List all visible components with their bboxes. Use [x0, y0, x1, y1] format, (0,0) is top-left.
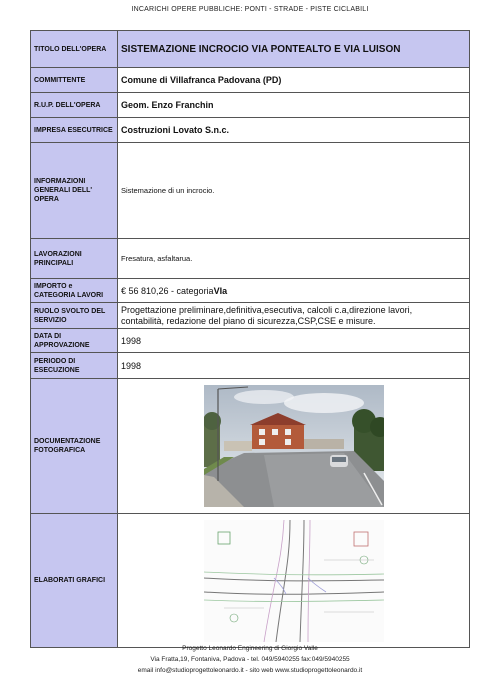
importo-category: VIa	[213, 285, 228, 296]
ruolo-line-2: contabilità, redazione del piano di sicurezza,CSP,CSE e misure.	[121, 315, 376, 326]
footer-line-1: Progetto Leonardo Engineering di Giorgio Valle	[182, 645, 318, 652]
site-plan-drawing	[204, 520, 384, 642]
photo-cell	[118, 379, 470, 514]
value-importo	[118, 279, 470, 303]
label-ruolo: RUOLO SVOLTO DEL SERVIZIO	[31, 303, 118, 329]
page-footer	[0, 643, 500, 676]
label-lavorazioni: LAVORAZIONI PRINCIPALI	[31, 239, 118, 279]
label-rup: R.U.P. DELL'OPERA	[31, 93, 118, 118]
label-committente: COMMITTENTE	[31, 68, 118, 93]
value-committente: Comune di Villafranca Padovana (PD)	[118, 68, 470, 93]
drawing-cell	[118, 514, 470, 648]
label-foto: DOCUMENTAZIONE FOTOGRAFICA	[31, 379, 118, 514]
ruolo-line-1: Progettazione preliminare,definitiva,esecutiva, calcoli c.a,direzione lavori,	[121, 304, 413, 315]
importo-amount: € 56 810,26 - categoria	[121, 285, 214, 296]
value-info: Sistemazione di un incrocio.	[118, 143, 470, 239]
footer-line-3: email info@studioprogettoleonardo.it - sito web www.studioprogettoleonardo.it	[137, 667, 363, 674]
value-ruolo	[118, 303, 470, 329]
label-importo: IMPORTO e CATEGORIA LAVORI	[31, 279, 118, 303]
label-impresa: IMPRESA ESECUTRICE	[31, 118, 118, 143]
label-data: DATA DI APPROVAZIONE	[31, 329, 118, 353]
footer-line-2: Via Fratta,19, Fontaniva, Padova - tel. 049/5940255 fax:049/5940255	[150, 656, 350, 663]
value-lavorazioni: Fresatura, asfaltarua.	[118, 239, 470, 279]
value-titolo: SISTEMAZIONE INCROCIO VIA PONTEALTO E VIA LUISON	[118, 31, 470, 68]
value-periodo: 1998	[118, 353, 470, 379]
label-grafici: ELABORATI GRAFICI	[31, 514, 118, 648]
page-header: INCARICHI OPERE PUBBLICHE: PONTI - STRADE - PISTE CICLABILI	[131, 6, 369, 13]
label-titolo: TITOLO DELL'OPERA	[31, 31, 118, 68]
value-rup: Geom. Enzo Franchin	[118, 93, 470, 118]
site-photo	[204, 385, 384, 507]
value-impresa: Costruzioni Lovato S.n.c.	[118, 118, 470, 143]
value-data: 1998	[118, 329, 470, 353]
project-sheet	[30, 30, 470, 648]
label-periodo: PERIODO DI ESECUZIONE	[31, 353, 118, 379]
label-info: INFORMAZIONI GENERALI DELL' OPERA	[31, 143, 118, 239]
